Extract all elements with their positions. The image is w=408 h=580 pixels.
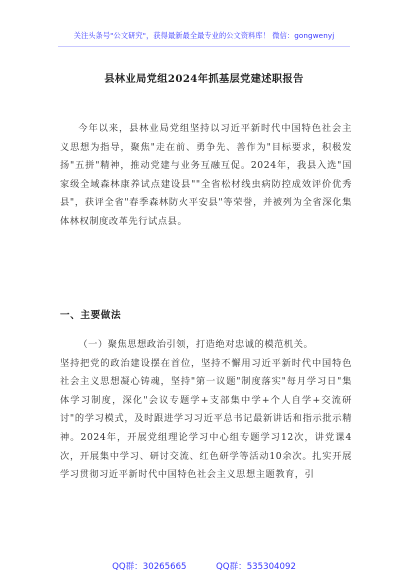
footer-qq-group-2: QQ群：535304092 bbox=[216, 562, 296, 572]
intro-paragraph: 今年以来，县林业局党组坚持以习近平新时代中国特色社会主义思想为指导，聚焦"走在前、勇争先、善作为"目标要求，积极发扬"五拼"精神，推动党建与业务互融互促。2024年，我县入选"国家级全域森林康养试点建设县""全省松材线虫病防控成效评价优秀县"，获评全省"春季森林防火平安县"等荣誉，并被列为全省深化集体林权制度改革先行试点县。 bbox=[60, 123, 352, 227]
header-divider bbox=[58, 46, 350, 47]
section-heading: 一、主要做法 bbox=[60, 310, 122, 321]
footer bbox=[0, 560, 408, 572]
item-paragraph bbox=[60, 336, 352, 485]
footer-qq-group-1: QQ群：30265665 bbox=[112, 562, 187, 572]
item-body: 坚持把党的政治建设摆在首位，坚持不懈用习近平新时代中国特色社会主义思想凝心铸魂，坚持"第一议题"制度落实"每月学习日"集体学习制度，深化"会议专题学+支部集中学+个人自学+交流研讨"的学习模式，及时跟进学习习近平总书记最新讲话和指示批示精神。2024年，开展党组理论学习中心组专题学习12次，讲党课4次，开展集中学习、研讨交流、红色研学等活动10余次。扎实开展学习贯彻习近平新时代中国特色社会主义思想主题教育，引 bbox=[60, 357, 352, 481]
document-title: 县林业局党组2024年抓基层党建述职报告 bbox=[104, 73, 304, 85]
item-lead: （一）聚焦思想政治引领，打造绝对忠诚的模范机关。 bbox=[78, 339, 314, 350]
header-notice: 关注头条号"公文研究"，获得最新最全最专业的公文资料库！ 微信：gongwenyj bbox=[73, 31, 335, 40]
